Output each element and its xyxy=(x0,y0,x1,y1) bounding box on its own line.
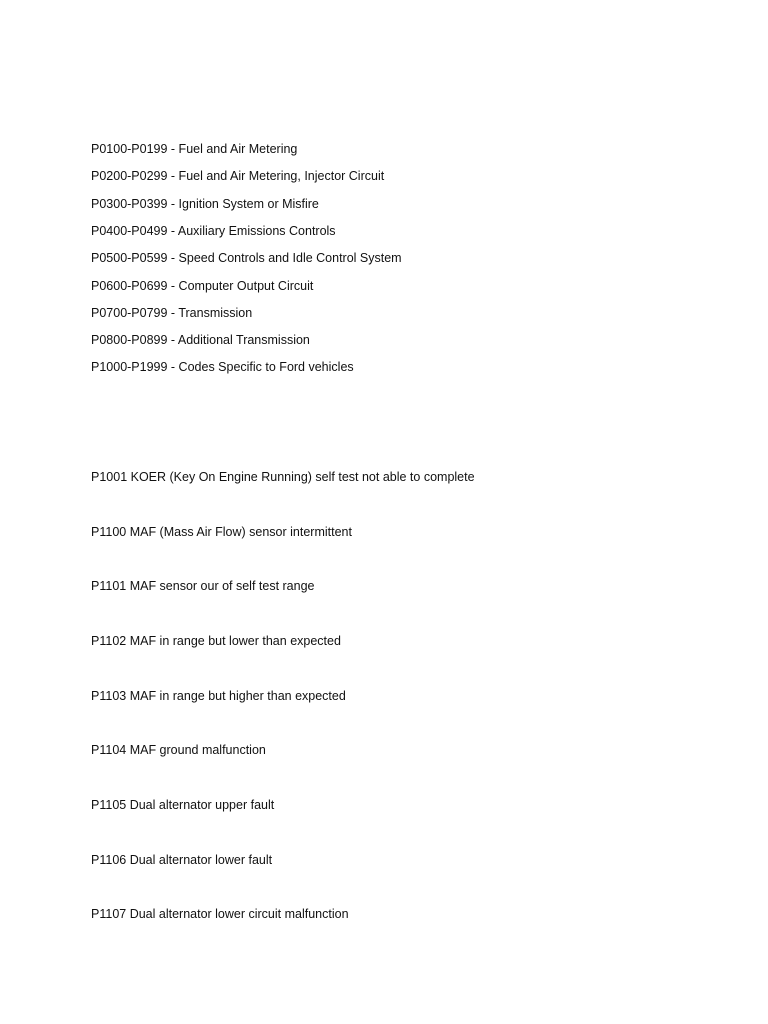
code-line: P1105 Dual alternator upper fault xyxy=(91,798,275,812)
range-line: P0600-P0699 - Computer Output Circuit xyxy=(91,279,314,293)
range-line: P0800-P0899 - Additional Transmission xyxy=(91,333,310,347)
code-line: P1103 MAF in range but higher than expected xyxy=(91,689,346,703)
range-line: P1000-P1999 - Codes Specific to Ford vehicles xyxy=(91,360,354,374)
code-line: P1106 Dual alternator lower fault xyxy=(91,853,273,867)
code-line: P1102 MAF in range but lower than expected xyxy=(91,634,341,648)
code-line: P1100 MAF (Mass Air Flow) sensor intermittent xyxy=(91,525,352,539)
range-line: P0100-P0199 - Fuel and Air Metering xyxy=(91,142,298,156)
range-line: P0700-P0799 - Transmission xyxy=(91,306,253,320)
code-line: P1104 MAF ground malfunction xyxy=(91,743,266,757)
code-line: P1101 MAF sensor our of self test range xyxy=(91,579,315,593)
code-line: P1107 Dual alternator lower circuit malfunction xyxy=(91,907,349,921)
range-line: P0300-P0399 - Ignition System or Misfire xyxy=(91,197,319,211)
range-line: P0400-P0499 - Auxiliary Emissions Controls xyxy=(91,224,336,238)
code-line: P1001 KOER (Key On Engine Running) self test not able to complete xyxy=(91,470,475,484)
range-line: P0500-P0599 - Speed Controls and Idle Control System xyxy=(91,251,402,265)
range-line: P0200-P0299 - Fuel and Air Metering, Injector Circuit xyxy=(91,169,385,183)
